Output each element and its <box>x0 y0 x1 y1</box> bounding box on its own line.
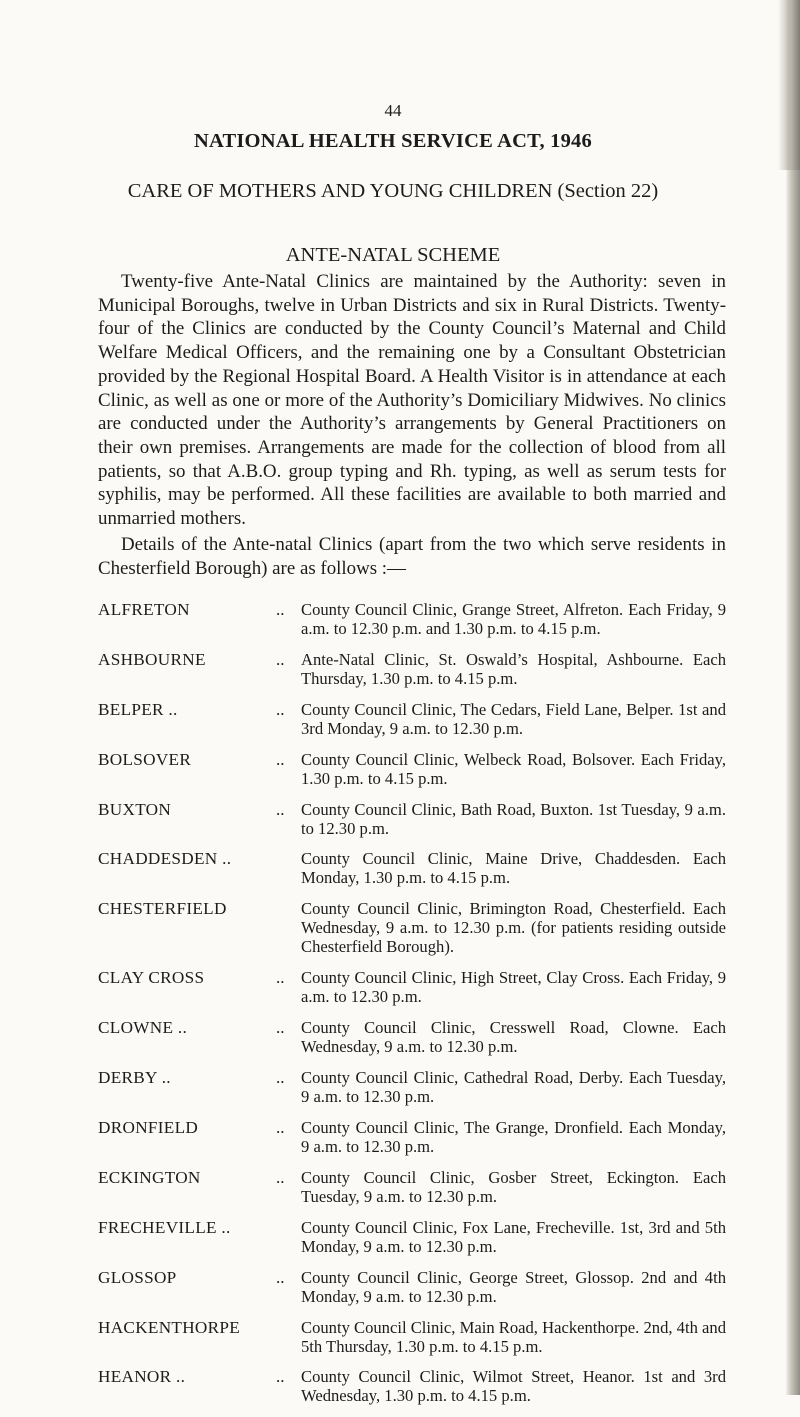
leader-dots: .. <box>276 1118 285 1138</box>
leader-dots: .. <box>276 968 285 988</box>
clinic-detail: County Council Clinic, Bath Road, Buxton. 1st Tuesday, 9 a.m. to 12.30 p.m. <box>301 799 726 838</box>
clinic-detail: County Council Clinic, Wilmot Street, Heanor. 1st and 3rd Wednesday, 1.30 p.m. to 4.15 p.m. <box>301 1367 726 1406</box>
clinic-entry <box>98 849 726 899</box>
page-edge-shadow <box>786 0 800 1395</box>
clinic-place: CHESTERFIELD <box>98 899 227 919</box>
clinic-detail: County Council Clinic, George Street, Glossop. 2nd and 4th Monday, 9 a.m. to 12.30 p.m. <box>301 1267 726 1306</box>
clinic-place: HEANOR .. <box>98 1367 186 1387</box>
clinic-place: CHADDESDEN .. <box>98 849 232 869</box>
clinic-place: CLAY CROSS <box>98 968 205 988</box>
clinic-list <box>98 600 726 1417</box>
clinic-entry <box>98 1218 726 1268</box>
clinic-detail: County Council Clinic, The Cedars, Field Lane, Belper. 1st and 3rd Monday, 9 a.m. to 12.30 p.m. <box>301 699 726 738</box>
clinic-detail: County Council Clinic, High Street, Clay Cross. Each Friday, 9 a.m. to 12.30 p.m. <box>301 968 726 1007</box>
clinic-place: FRECHEVILLE .. <box>98 1217 231 1237</box>
document-subtitle: CARE OF MOTHERS AND YOUNG CHILDREN (Section 22) <box>127 180 659 202</box>
clinic-entry <box>98 1268 726 1318</box>
leader-dots: .. <box>276 1068 285 1088</box>
clinic-entry <box>98 650 726 700</box>
clinic-detail: County Council Clinic, Cathedral Road, Derby. Each Tuesday, 9 a.m. to 12.30 p.m. <box>301 1068 726 1107</box>
leader-dots: .. <box>276 1018 285 1038</box>
clinic-entry <box>98 899 726 968</box>
clinic-place: ECKINGTON <box>98 1167 201 1187</box>
leader-dots: .. <box>276 749 285 769</box>
clinic-entry <box>98 968 726 1018</box>
clinic-entry <box>98 1068 726 1118</box>
clinic-detail: County Council Clinic, The Grange, Dronfield. Each Monday, 9 a.m. to 12.30 p.m. <box>301 1118 726 1157</box>
clinic-entry <box>98 700 726 750</box>
section-heading: ANTE-NATAL SCHEME <box>285 244 501 266</box>
leader-dots: .. <box>276 649 285 669</box>
clinic-entry <box>98 750 726 800</box>
page-number: 44 <box>384 101 402 120</box>
clinic-detail: County Council Clinic, Brimington Road, Chesterfield. Each Wednesday, 9 a.m. to 12.30 p.m. (for patients residing outside Chesterfield Borough). <box>301 899 726 957</box>
document-title: NATIONAL HEALTH SERVICE ACT, 1946 <box>194 130 592 152</box>
clinic-entry <box>98 1367 726 1417</box>
clinic-entry <box>98 800 726 850</box>
clinic-detail: County Council Clinic, Cresswell Road, Clowne. Each Wednesday, 9 a.m. to 12.30 p.m. <box>301 1018 726 1057</box>
clinic-detail: County Council Clinic, Welbeck Road, Bolsover. Each Friday, 1.30 p.m. to 4.15 p.m. <box>301 749 726 788</box>
clinic-place: ALFRETON <box>98 600 190 619</box>
clinic-entry <box>98 1318 726 1368</box>
clinic-place: HACKENTHORPE <box>98 1317 241 1337</box>
leader-dots: .. <box>276 600 285 619</box>
clinic-place: BUXTON <box>98 799 172 819</box>
details-paragraph: Details of the Ante-natal Clinics (apart from the two which serve residents in Chesterfield Borough) are as follows :— <box>98 534 726 579</box>
leader-dots: .. <box>276 1267 285 1287</box>
clinic-entry <box>98 600 726 650</box>
intro-paragraph: Twenty-five Ante-Natal Clinics are maintained by the Authority: seven in Municipal Boroughs, twelve in Urban Districts and six in Rural Districts. Twenty-four of the Clinics are conducted by the County Council’s Maternal and Child Welfare Medical Officers, and the remaining one by a Consultant Obstetrician provided by the Regional Hospital Board. A Health Visitor is in attendance at each Clinic, as well as one or more of the Authority’s Domiciliary Midwives. No clinics are conducted under the Authority’s arrangements by General Practitioners on their own premises. Arrangements are made for the collection of blood from all patients, so that A.B.O. group typing and Rh. typing, as well as serum tests for syphilis, may be performed. All these facilities are available to both married and unmarried mothers. <box>98 271 726 530</box>
clinic-detail: County Council Clinic, Fox Lane, Frecheville. 1st, 3rd and 5th Monday, 9 a.m. to 12.30 p.m. <box>301 1217 726 1256</box>
clinic-detail: County Council Clinic, Maine Drive, Chaddesden. Each Monday, 1.30 p.m. to 4.15 p.m. <box>301 849 726 888</box>
clinic-place: CLOWNE .. <box>98 1018 188 1038</box>
clinic-place: BOLSOVER <box>98 749 192 769</box>
clinic-place: DRONFIELD <box>98 1118 199 1138</box>
leader-dots: .. <box>276 1367 285 1387</box>
clinic-entry <box>98 1118 726 1168</box>
clinic-detail: County Council Clinic, Gosber Street, Eckington. Each Tuesday, 9 a.m. to 12.30 p.m. <box>301 1167 726 1206</box>
clinic-place: BELPER .. <box>98 699 178 719</box>
clinic-entry <box>98 1018 726 1068</box>
clinic-place: GLOSSOP <box>98 1267 177 1287</box>
clinic-detail: Ante-Natal Clinic, St. Oswald’s Hospital, Ashbourne. Each Thursday, 1.30 p.m. to 4.15 p.m. <box>301 649 726 688</box>
clinic-detail: County Council Clinic, Grange Street, Alfreton. Each Friday, 9 a.m. to 12.30 p.m. and 1.30 p.m. to 4.15 p.m. <box>301 600 726 638</box>
clinic-entry <box>98 1168 726 1218</box>
clinic-place: ASHBOURNE <box>98 649 206 669</box>
clinic-detail: County Council Clinic, Main Road, Hackenthorpe. 2nd, 4th and 5th Thursday, 1.30 p.m. to 4.15 p.m. <box>301 1317 726 1356</box>
clinic-place: DERBY .. <box>98 1068 171 1088</box>
leader-dots: .. <box>276 1167 285 1187</box>
leader-dots: .. <box>276 799 285 819</box>
leader-dots: .. <box>276 699 285 719</box>
